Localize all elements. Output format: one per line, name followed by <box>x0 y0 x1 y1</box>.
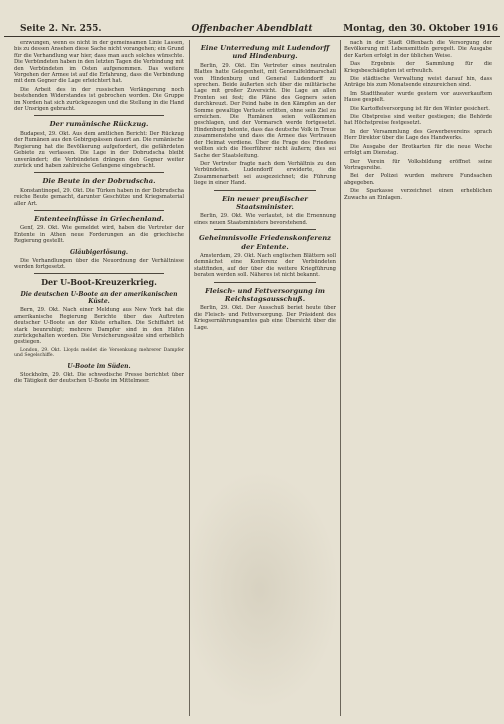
column-rule <box>189 40 190 716</box>
subheadline-uboot: Die deutschen U-Boote an der amerikanischen Küste. <box>20 291 178 306</box>
article-text: Die Verhandlungen über die Neuordnung der Verhältnisse werden fortgesetzt. <box>14 257 184 270</box>
headline-preussisch: Ein neuer preußischer Staatsminister. <box>222 194 308 211</box>
article-text: London, 29. Okt. Lloyds meldet die Versenkung mehrerer Dampfer und Segelschiffe. <box>14 347 184 359</box>
article-text: nach in der Stadt Offenbach die Versorgung der Bevölkerung mit Lebensmitteln geregelt. Die Ausgabe der Karten erfolgt in der üblichen Weise. <box>344 40 492 59</box>
local-note: Die Ausgabe der Brotkarten für die neue Woche erfolgt am Dienstag. <box>344 143 492 157</box>
column-left <box>14 40 184 716</box>
issue-date: Montag, den 30. Oktober 1916 <box>343 24 498 34</box>
article-text: Der Vertreter fragte nach dem Verhältnis zu den Verbündeten. Ludendorff erwiderte, die Zusammenarbeit sei ausgezeichnet; die Führung liege in einer Hand. <box>194 160 336 187</box>
local-note: Die Obstpreise sind weiter gestiegen; die Behörde hat Höchstpreise festgesetzt. <box>344 114 492 127</box>
article-text: Budapest, 29. Okt. Aus dem amtlichen Bericht: Der Rückzug der Rumänen aus den Gebirgspässen dauert an. Die rumänische Regierung hat die Bevölkerung aufgefordert, die gefährdeten Gebiete zu verlassen. Die Lage in der Dobrudscha bleibt unverändert; die Verbündeten drängen den Gegner weiter zurück und haben zahlreiche Gefangene eingebracht. <box>14 130 184 169</box>
headline-geheim: Geheimnisvolle Friedenskonferenz der Entente. <box>198 234 332 251</box>
article-text: Berlin, 29. Okt. Der Ausschuß beriet heute über die Fleisch- und Fettversorgung. Der Präsident des Kriegsernährungsamtes gab eine Übersicht über die Lage. <box>194 305 336 331</box>
divider <box>214 229 316 230</box>
column-middle <box>194 40 336 716</box>
page-header <box>4 22 500 37</box>
article-text: Konstantinopel, 29. Okt. Die Türken haben in der Dobrudscha reiche Beute gemacht, darunter Geschütze und Kriegsmaterial aller Art. <box>14 187 184 207</box>
local-note: Das Ergebnis der Sammlung für die Kriegsbeschädigten ist erfreulich. <box>344 61 492 74</box>
local-note: Der Verein für Volksbildung eröffnet seine Vortragsreihe. <box>344 158 492 171</box>
headline-beute: Die Beute in der Dobrudscha. <box>42 177 156 186</box>
local-note: Die Kartoffelversorgung ist für den Winter gesichert. <box>350 105 490 112</box>
divider <box>214 282 316 283</box>
headline-uboot: Der U-Boot-Kreuzerkrieg. <box>41 277 157 288</box>
headline-glaeubiger: Gläubigerlösung. <box>70 248 128 256</box>
divider <box>214 190 316 191</box>
local-note: Die Sparkasse verzeichnet einen erheblichen Zuwachs an Einlagen. <box>344 188 492 201</box>
article-text: Stockholm, 29. Okt. Die schwedische Presse berichtet über die Tätigkeit der deutschen U-Boote im Mittelmeer. <box>14 372 184 385</box>
headline-uboot-sueden: U-Boote im Süden. <box>67 363 131 370</box>
article-text: Die Arbeit des in der russischen Verlängerung noch bestehenden Widerstandes ist gebrochen worden. Die Gruppe im Norden hat sich zurückgezogen und die Stellung in die Hand der Unsrigen gebracht. <box>14 86 184 113</box>
headline-griechenland: Ententeeinflüsse in Griechenland. <box>34 214 164 223</box>
headline-rumaenisch: Der rumänische Rückzug. <box>49 120 149 129</box>
divider <box>34 210 164 211</box>
article-text: Genf, 29. Okt. Wie gemeldet wird, haben die Vertreter der Entente in Athen neue Forderungen an die griechische Regierung gestellt. <box>14 225 184 245</box>
local-note: In der Versammlung des Gewerbevereins sprach Herr Direktor über die Lage des Handwerks. <box>344 128 492 142</box>
headline-ludendorff: Eine Unterredung mit Ludendorff und Hindenburg. <box>200 44 330 61</box>
article-text: erzwungen, wenn es nicht in der gemeinsamen Linie Lassen, bis zu dessen Ansehen diese Sache nicht vorangehen; ein Grund für die Verhandlung war hier, dass man auch solches wünschte. Die Verbündeten haben in den letzten Tagen die Verbindung mit den Verbündeten im Osten aufgenommen. Das weitere Vorgehen der Armee ist auf die Erfahrung, dass die Verbindung mit dem Gegner die Lage erleichtert hat. <box>14 40 184 85</box>
column-right <box>344 40 492 716</box>
local-note: Im Stadttheater wurde gestern vor ausverkauftem Hause gespielt. <box>344 90 492 104</box>
article-text: Berlin, 29. Okt. Wie verlautet, ist die Ernennung eines neuen Staatsministers bevorstehend. <box>194 213 336 226</box>
divider <box>34 115 164 116</box>
local-note: Die städtische Verwaltung weist darauf hin, dass Anträge bis zum Monatsende einzureichen sind. <box>344 76 492 89</box>
masthead: Offenbacher Abendblatt <box>191 24 313 34</box>
headline-fleisch: Fleisch- und Fettversorgung im Reichstagsausschuß. <box>205 286 325 303</box>
page-number: Seite 2. Nr. 255. <box>20 24 102 34</box>
column-rule <box>340 40 341 716</box>
article-text: Amsterdam, 29. Okt. Nach englischen Blättern soll demnächst eine Konferenz der Verbündeten stattfinden, auf der über die weitere Kriegführung beraten werden soll. Näheres ist nicht bekannt. <box>194 252 336 279</box>
article-text: Berlin, 29. Okt. Ein Vertreter eines neutralen Blattes hatte Gelegenheit, mit Generalfeldmarschall von Hindenburg und General Ludendorff zu sprechen. Beide äußerten sich über die militärische Lage mit großer Zuversicht. Die Lage an allen Fronten sei fest; die Pläne des Gegners seien durchkreuzt. Der Feind habe in den Kämpfen an der Somme gewaltige Verluste erlitten, ohne sein Ziel zu erreichen. Die Rumänen seien vollkommen geschlagen, und der Vormarsch werde fortgesetzt. Hindenburg betonte, dass das deutsche Volk in Treue zusammenstehe und dass die Armee das Vertrauen der Heimat verdiene. Über die Frage des Friedens wollten sich die Heerführer nicht äußern; dies sei Sache der Staatsleitung. <box>194 62 336 159</box>
article-text: Bern, 29. Okt. Nach einer Meldung aus New York hat die amerikanische Regierung Berichte über das Auftreten deutscher U-Boote an der Küste erhalten. Die Schiffahrt ist stark beunruhigt; mehrere Dampfer sind in den Häfen zurückgehalten worden. Die Versicherungssätze sind erheblich gestiegen. <box>14 307 184 346</box>
local-note: Bei der Polizei wurden mehrere Fundsachen abgegeben. <box>344 173 492 186</box>
divider <box>34 273 164 274</box>
divider <box>34 172 164 173</box>
